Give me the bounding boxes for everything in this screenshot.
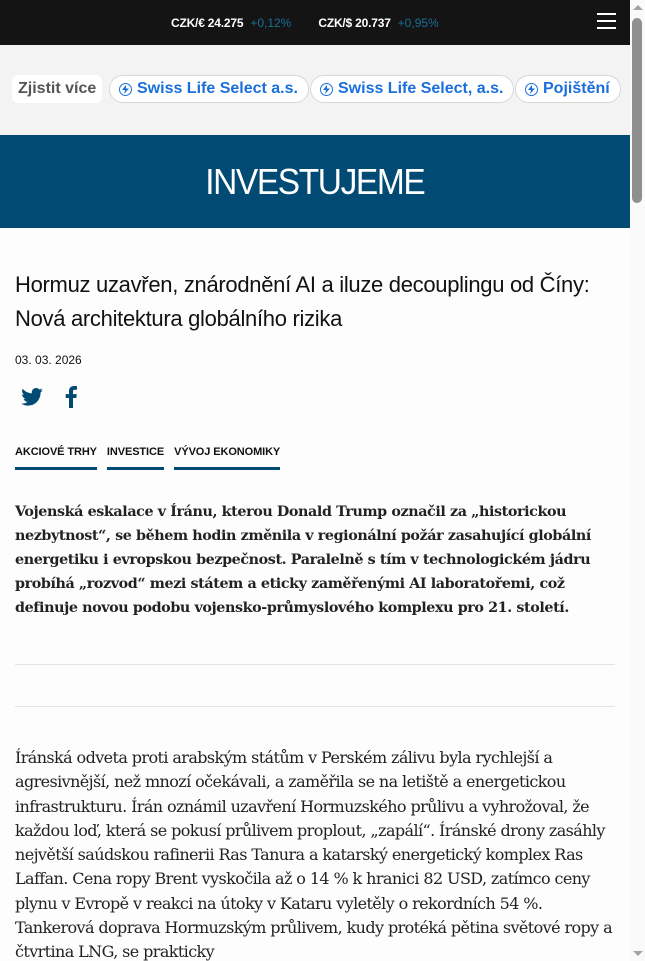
scrollbar-thumb[interactable] (632, 18, 642, 203)
article-lead: Vojenská eskalace v Íránu, kterou Donald Trump označil za „historickou nezbytnost“, se během hodin změnila v regionální požár zasahující globální energetiku i evropskou bezpečnost. Paralelně s tím v technologickém jádru probíhá „rozvod“ mezi státem a eticky zaměřenými AI laboratořemi, což definuje novou podobu vojensko-průmyslového komplexu pro 21. století. (15, 504, 591, 616)
promo-chip-label: Swiss Life Select, a.s. (338, 80, 504, 97)
tag-investice[interactable]: INVESTICE (107, 446, 164, 470)
bolt-circle-icon (525, 83, 538, 96)
bolt-circle-icon (320, 83, 333, 96)
scrollbar[interactable] (630, 0, 645, 961)
bolt-circle-icon (119, 83, 132, 96)
rate-eur (171, 16, 291, 30)
promo-chip-swiss-life-select[interactable] (109, 75, 309, 103)
tag-akciove-trhy[interactable]: AKCIOVÉ TRHY (15, 446, 97, 470)
brand-banner[interactable] (0, 135, 630, 228)
hamburger-menu-icon[interactable] (597, 13, 616, 31)
promo-chip-swiss-life-select-as[interactable] (310, 75, 514, 103)
brand-logo[interactable]: INVESTUJEME (205, 160, 425, 202)
promo-chip-pojisteni[interactable] (515, 75, 621, 103)
rate-eur-change: +0,12% (250, 15, 292, 30)
rate-eur-label: CZK/€ 24.275 (171, 15, 244, 30)
article-date: 03. 03. 2026 (15, 353, 82, 367)
promo-chip-label: Pojištění (543, 80, 610, 97)
currency-rates (171, 0, 466, 45)
rate-usd-change: +0,95% (397, 15, 439, 30)
share-buttons (21, 386, 99, 408)
scroll-down-arrow-icon[interactable] (633, 951, 643, 956)
twitter-icon[interactable] (21, 388, 43, 406)
tag-vyvoj-ekonomiky[interactable]: VÝVOJ EKONOMIKY (174, 446, 280, 470)
divider (15, 664, 615, 665)
article-title: Hormuz uzavřen, znárodnění AI a iluze decouplingu od Číny: Nová architektura globálního rizika (15, 272, 590, 331)
rate-usd (318, 16, 438, 30)
scroll-up-arrow-icon[interactable] (633, 5, 643, 10)
learn-more-label: Zjistit více (12, 75, 102, 103)
article-tags (15, 446, 290, 470)
rate-usd-label: CZK/$ 20.737 (318, 15, 391, 30)
facebook-icon[interactable] (65, 386, 77, 408)
promo-chip-label: Swiss Life Select a.s. (137, 80, 298, 97)
article-body-paragraph: Íránská odveta proti arabským státům v Perském zálivu byla rychlejší a agresivnější, než mnozí očekávali, a zaměřila se na letiště a energetickou infrastrukturu. Írán oznámil uzavření Hormuzského průlivu a vyhrožoval, že každou loď, která se pokusí průlivem proplout, „zapálí“. Íránské drony zasáhly největší saúdskou rafinerii Ras Tanura a katarský energetický komplex Ras Laffan. Cena ropy Brent vyskočila až o 14 % k hranici 82 USD, zatímco ceny plynu v Evropě v reakci na útoky v Kataru vyletěly o rekordních 54 %. Tankerová doprava Hormuzským průlivem, kudy protéká pětina světové ropy a čtvrtina LNG, se prakticky (15, 748, 613, 961)
top-bar (0, 0, 630, 45)
divider (15, 706, 615, 707)
